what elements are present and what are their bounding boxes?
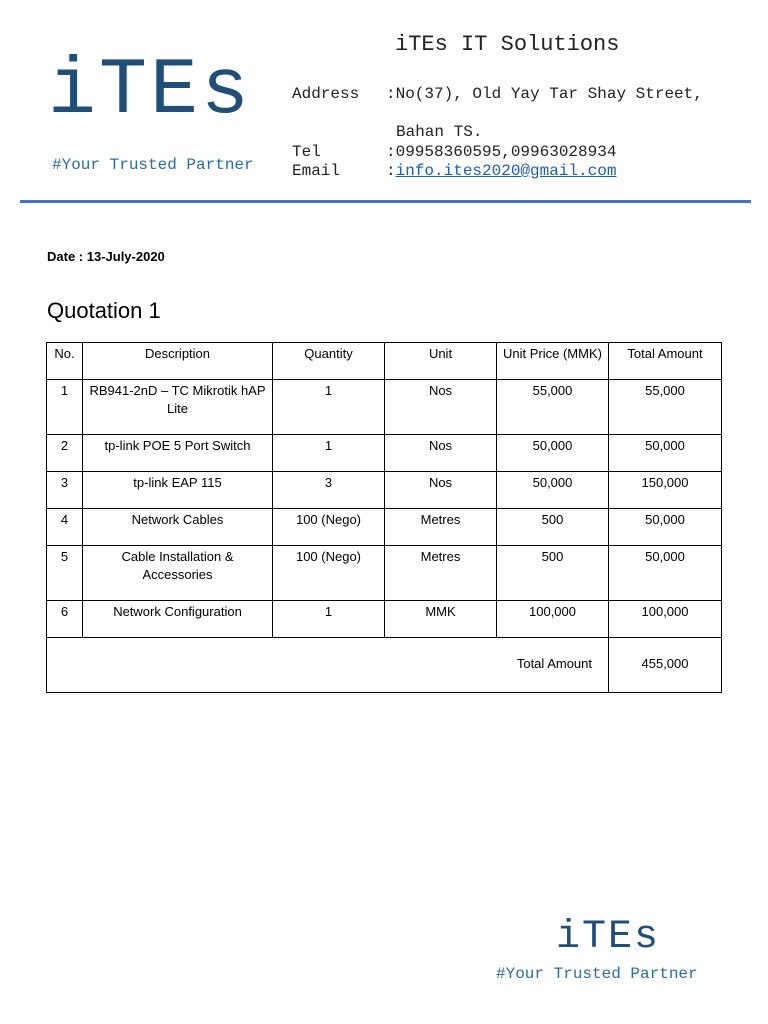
cell-description: tp-link EAP 115 (83, 472, 273, 509)
address-value: :No(37), Old Yay Tar Shay Street, (386, 85, 703, 103)
table-row (47, 435, 722, 472)
quotation-title: Quotation 1 (47, 298, 161, 323)
cell-total: 150,000 (609, 472, 722, 509)
tel-line (292, 143, 616, 161)
cell-description: Network Configuration (83, 601, 273, 638)
cell-no: 3 (47, 472, 83, 509)
company-name: iTEs IT Solutions (395, 32, 620, 57)
cell-no: 2 (47, 435, 83, 472)
footer-logo: iTEs (556, 915, 661, 960)
address-label: Address (292, 85, 360, 103)
cell-description: Network Cables (83, 509, 273, 546)
address-line (292, 85, 703, 103)
cell-no: 5 (47, 546, 83, 601)
cell-total: 50,000 (609, 509, 722, 546)
table-row (47, 509, 722, 546)
email-label: Email (292, 162, 341, 180)
cell-total: 50,000 (609, 435, 722, 472)
cell-unit-price: 100,000 (497, 601, 609, 638)
cell-quantity: 1 (273, 601, 385, 638)
cell-quantity: 100 (Nego) (273, 546, 385, 601)
cell-unit: Nos (385, 435, 497, 472)
header-description: Description (83, 343, 273, 380)
cell-unit: Nos (385, 472, 497, 509)
header-unit-price: Unit Price (MMK) (497, 343, 609, 380)
cell-unit-price: 500 (497, 509, 609, 546)
cell-unit-price: 55,000 (497, 380, 609, 435)
table-row (47, 472, 722, 509)
header-unit: Unit (385, 343, 497, 380)
header-no: No. (47, 343, 83, 380)
tel-label: Tel (292, 143, 321, 161)
total-label: Total Amount (47, 638, 609, 693)
footer-tagline: #Your Trusted Partner (496, 965, 698, 983)
cell-total: 50,000 (609, 546, 722, 601)
header-total-amount: Total Amount (609, 343, 722, 380)
cell-unit-price: 50,000 (497, 435, 609, 472)
company-logo: iTEs (48, 46, 253, 137)
email-link[interactable]: info.ites2020@gmail.com (395, 162, 617, 180)
total-row (47, 638, 722, 693)
cell-unit-price: 50,000 (497, 472, 609, 509)
cell-unit: Nos (385, 380, 497, 435)
total-value: 455,000 (609, 638, 722, 693)
tel-value: :09958360595,09963028934 (386, 143, 617, 161)
email-line (292, 162, 616, 180)
cell-quantity: 1 (273, 435, 385, 472)
cell-unit: Metres (385, 509, 497, 546)
table-row (47, 601, 722, 638)
cell-description: Cable Installation & Accessories (83, 546, 273, 601)
email-prefix: : (386, 162, 396, 180)
table-header-row (47, 343, 722, 380)
quotation-table (46, 342, 722, 693)
table-row (47, 546, 722, 601)
header-divider (20, 200, 751, 203)
cell-quantity: 1 (273, 380, 385, 435)
cell-unit: Metres (385, 546, 497, 601)
cell-quantity: 3 (273, 472, 385, 509)
quotation-date: Date : 13-July-2020 (47, 249, 165, 264)
cell-description: RB941-2nD – TC Mikrotik hAP Lite (83, 380, 273, 435)
cell-no: 4 (47, 509, 83, 546)
cell-no: 6 (47, 601, 83, 638)
cell-quantity: 100 (Nego) (273, 509, 385, 546)
cell-unit: MMK (385, 601, 497, 638)
cell-total: 55,000 (609, 380, 722, 435)
cell-unit-price: 500 (497, 546, 609, 601)
cell-description: tp-link POE 5 Port Switch (83, 435, 273, 472)
tagline: #Your Trusted Partner (52, 156, 254, 174)
header-quantity: Quantity (273, 343, 385, 380)
table-row (47, 380, 722, 435)
address-line-2: Bahan TS. (396, 123, 483, 141)
cell-no: 1 (47, 380, 83, 435)
cell-total: 100,000 (609, 601, 722, 638)
